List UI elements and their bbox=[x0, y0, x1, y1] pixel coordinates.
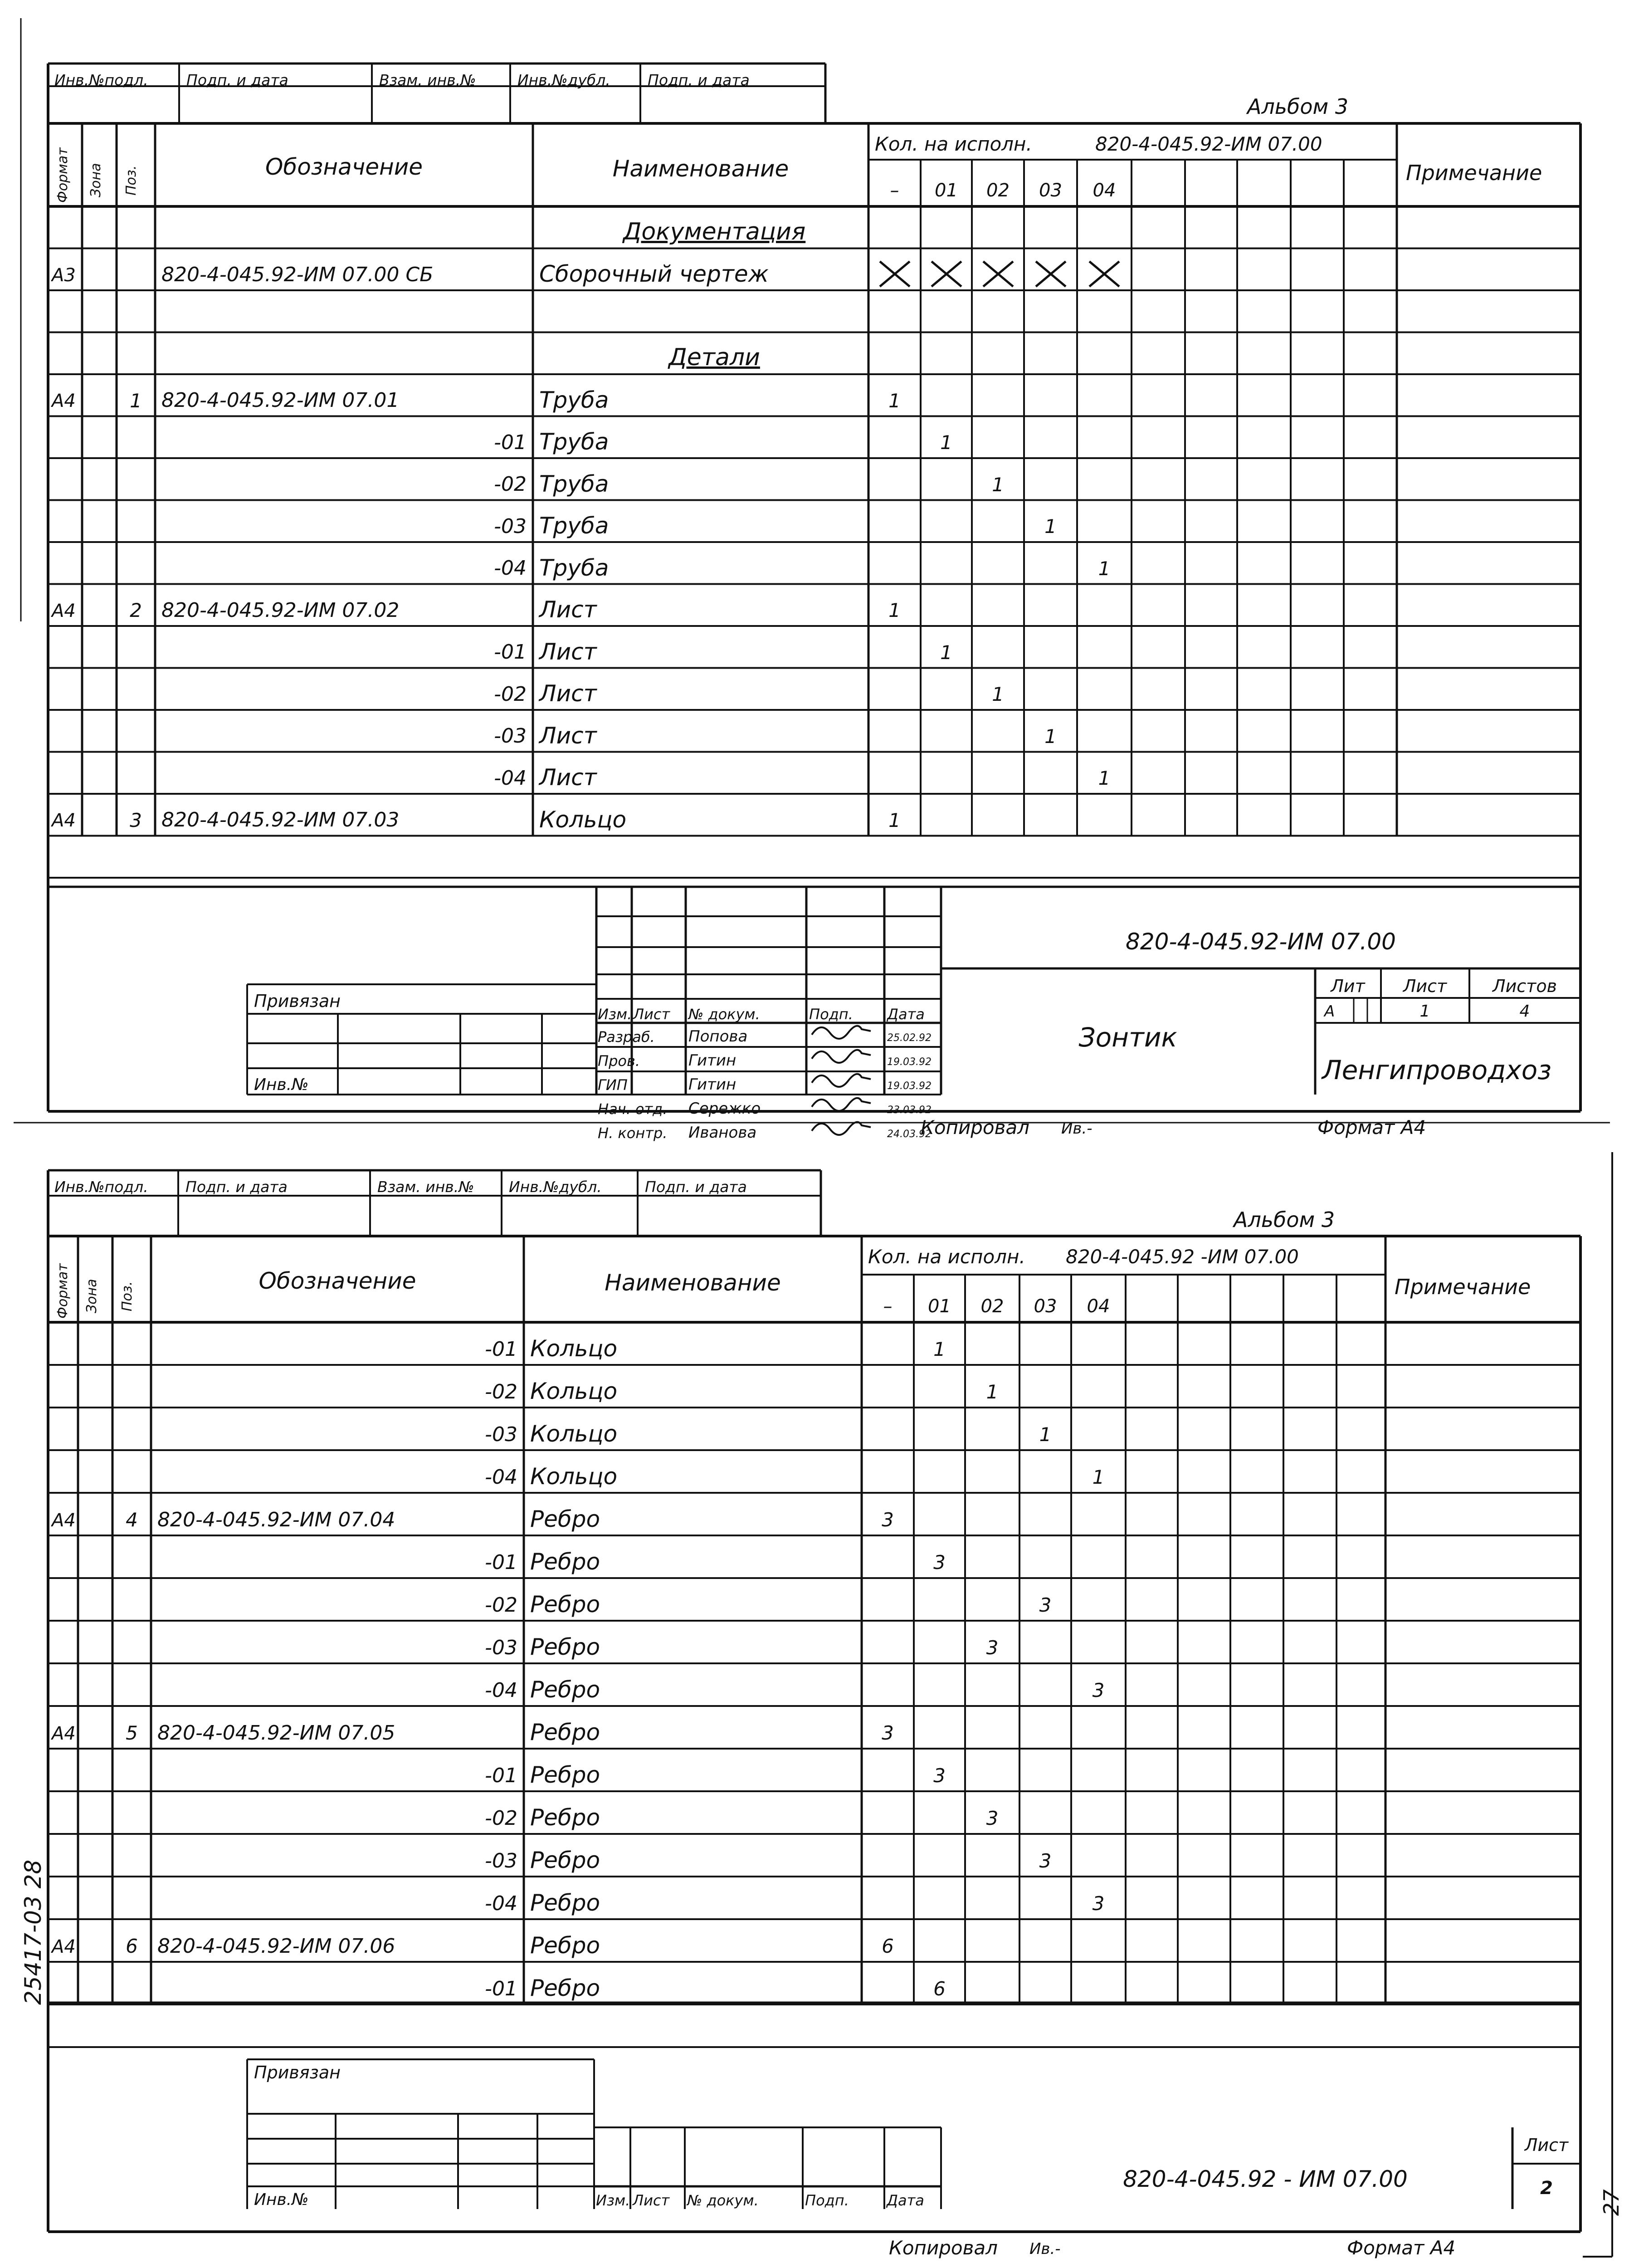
row-name: Лист bbox=[539, 638, 597, 665]
qty-value: 1 bbox=[992, 473, 1004, 496]
tb2-sheet-label: Лист bbox=[1524, 2135, 1569, 2156]
cross-mark bbox=[931, 260, 962, 288]
row-format: А4 bbox=[52, 391, 76, 412]
tb1-doc-number: 820-4-045.92-ИМ 07.00 bbox=[1126, 929, 1396, 955]
row-designation: -03 bbox=[485, 1422, 517, 1446]
row-position: 4 bbox=[126, 1509, 138, 1531]
row-name: Сборочный чертеж bbox=[539, 261, 769, 287]
signature-scribble bbox=[812, 1122, 871, 1135]
inventory-label: Инв.№ bbox=[254, 2190, 309, 2209]
qty-value: 3 bbox=[882, 1509, 894, 1531]
row-name: Ребро bbox=[530, 1677, 600, 1703]
tb1-organization: Ленгипроводхоз bbox=[1322, 1054, 1552, 1085]
header-note: Примечание bbox=[1406, 160, 1542, 185]
tb1-col-head-1: Лист bbox=[633, 1006, 670, 1023]
row-designation: 820-4-045.92-ИМ 07.02 bbox=[161, 598, 400, 622]
qty-value: 3 bbox=[882, 1722, 894, 1745]
tb1-lit-value: А bbox=[1324, 1002, 1335, 1021]
row-designation: 820-4-045.92-ИМ 07.00 СБ bbox=[161, 263, 434, 286]
header-name: Наименование bbox=[612, 155, 789, 182]
row-designation: -03 bbox=[485, 1849, 517, 1872]
stamp-label-3: Инв.№дубл. bbox=[517, 71, 610, 89]
header-designation: Обозначение bbox=[265, 153, 423, 180]
row-name: Лист bbox=[539, 722, 597, 749]
row-designation: -01 bbox=[485, 1550, 517, 1574]
row-designation: -04 bbox=[485, 1892, 517, 1915]
qty-value: 3 bbox=[1092, 1892, 1105, 1915]
stamp-label-2: Взам. инв.№ bbox=[379, 71, 476, 89]
row-designation: -04 bbox=[494, 557, 527, 580]
header-format: Формат bbox=[55, 1263, 71, 1319]
qty-col-head-3: 03 bbox=[1034, 1295, 1057, 1317]
copied-signature: Ив.- bbox=[1029, 2240, 1061, 2258]
tb1-col-head-0: Изм. bbox=[598, 1006, 632, 1023]
tb1-name: Гитин bbox=[688, 1051, 737, 1070]
row-name: Кольцо bbox=[530, 1421, 618, 1447]
tb1-sheets-label: Листов bbox=[1493, 976, 1557, 997]
qty-value: 1 bbox=[888, 389, 901, 412]
stamp-label-0: Инв.№подл. bbox=[54, 71, 148, 89]
qty-value: 1 bbox=[888, 809, 901, 831]
row-name: Ребро bbox=[530, 1804, 600, 1831]
header-zone: Зона bbox=[88, 163, 104, 197]
header-qty: Кол. на исполн. bbox=[875, 133, 1032, 156]
copied-signature: Ив.- bbox=[1061, 1119, 1093, 1138]
qty-value: 3 bbox=[1039, 1850, 1052, 1872]
tb2-doc-number: 820-4-045.92 - ИМ 07.00 bbox=[1123, 2166, 1408, 2192]
header-format: Формат bbox=[55, 147, 71, 203]
stamp-label-1: Подп. и дата bbox=[186, 71, 288, 89]
qty-col-head-1: 01 bbox=[928, 1295, 951, 1317]
qty-value: 3 bbox=[1092, 1679, 1105, 1702]
row-designation: -02 bbox=[485, 1806, 517, 1830]
row-designation: 820-4-045.92-ИМ 07.04 bbox=[157, 1508, 395, 1531]
row-name: Ребро bbox=[530, 1890, 600, 1916]
row-name: Кольцо bbox=[530, 1335, 618, 1362]
row-position: 1 bbox=[130, 389, 142, 412]
qty-value: 3 bbox=[986, 1807, 999, 1830]
copied-label: Копировал bbox=[921, 1116, 1029, 1139]
format-label: Формат А4 bbox=[1317, 1116, 1426, 1139]
qty-value: 1 bbox=[1098, 767, 1111, 790]
qty-col-head-3: 03 bbox=[1039, 180, 1062, 201]
row-designation: 820-4-045.92-ИМ 07.01 bbox=[161, 389, 400, 412]
cross-mark bbox=[982, 260, 1014, 288]
row-name: Ребро bbox=[530, 1591, 600, 1618]
qty-value: 1 bbox=[1098, 557, 1111, 580]
row-name: Кольцо bbox=[539, 806, 627, 833]
tb2-col-head-0: Изм. bbox=[596, 2192, 630, 2209]
tb1-title: Зонтик bbox=[1078, 1022, 1177, 1053]
qty-col-head-0: – bbox=[890, 180, 899, 201]
row-name: Труба bbox=[539, 386, 609, 413]
row-designation: -03 bbox=[494, 514, 527, 538]
qty-col-head-4: 04 bbox=[1093, 180, 1116, 201]
qty-value: 1 bbox=[888, 599, 901, 622]
row-designation: -02 bbox=[485, 1380, 517, 1403]
tb2-col-head-3: Подп. bbox=[805, 2192, 849, 2209]
row-position: 3 bbox=[130, 809, 142, 831]
copied-label: Копировал bbox=[889, 2237, 998, 2259]
row-name: Кольцо bbox=[530, 1463, 618, 1490]
tb1-date: 23.03.92 bbox=[887, 1104, 932, 1116]
tb1-date: 19.03.92 bbox=[887, 1056, 932, 1068]
row-name: Лист bbox=[539, 764, 597, 791]
section-heading: Документация bbox=[623, 218, 806, 245]
row-name: Труба bbox=[539, 554, 609, 581]
row-designation: -01 bbox=[485, 1977, 517, 2000]
row-name: Лист bbox=[539, 596, 597, 623]
row-name: Труба bbox=[539, 429, 609, 455]
tb1-role: ГИП bbox=[598, 1076, 628, 1094]
row-name: Ребро bbox=[530, 1506, 600, 1532]
page-number: 27 bbox=[1599, 2189, 1624, 2216]
qty-col-head-0: – bbox=[883, 1295, 893, 1317]
row-format: А4 bbox=[52, 810, 76, 831]
cross-mark bbox=[1035, 260, 1067, 288]
row-format: А4 bbox=[52, 1723, 76, 1744]
cross-mark bbox=[879, 260, 911, 288]
row-designation: -04 bbox=[494, 766, 527, 790]
qty-col-head-2: 02 bbox=[980, 1295, 1004, 1317]
row-designation: -02 bbox=[485, 1593, 517, 1617]
bound-label: Привязан bbox=[254, 991, 341, 1012]
tb1-name: Иванова bbox=[688, 1124, 757, 1142]
album-label: Альбом 3 bbox=[1234, 1207, 1335, 1232]
signature-scribble bbox=[812, 1074, 871, 1087]
tb2-col-head-2: № докум. bbox=[687, 2192, 759, 2209]
row-designation: 820-4-045.92-ИМ 07.06 bbox=[157, 1934, 395, 1958]
qty-value: 1 bbox=[992, 683, 1004, 706]
row-name: Ребро bbox=[530, 1847, 600, 1873]
stamp-label-2: Взам. инв.№ bbox=[377, 1178, 474, 1196]
header-zone: Зона bbox=[84, 1279, 100, 1313]
row-name: Труба bbox=[539, 513, 609, 539]
tb1-sheet-value: 1 bbox=[1419, 1002, 1430, 1021]
tb1-role: Пров. bbox=[598, 1052, 640, 1070]
section-heading: Детали bbox=[668, 344, 760, 371]
stamp-label-0: Инв.№подл. bbox=[54, 1178, 148, 1196]
row-name: Ребро bbox=[530, 1975, 600, 2001]
qty-value: 1 bbox=[986, 1381, 999, 1403]
tb1-date: 25.02.92 bbox=[887, 1032, 932, 1044]
header-pos: Поз. bbox=[119, 1281, 135, 1311]
row-designation: -04 bbox=[485, 1465, 517, 1489]
row-name: Ребро bbox=[530, 1932, 600, 1959]
row-format: А4 bbox=[52, 1510, 76, 1531]
qty-value: 6 bbox=[882, 1935, 894, 1958]
row-position: 5 bbox=[126, 1722, 138, 1745]
tb1-col-head-4: Дата bbox=[887, 1006, 925, 1023]
row-designation: -01 bbox=[494, 430, 527, 454]
row-name: Труба bbox=[539, 470, 609, 497]
row-name: Ребро bbox=[530, 1549, 600, 1575]
tb1-name: Попова bbox=[688, 1027, 748, 1046]
album-label: Альбом 3 bbox=[1247, 94, 1349, 119]
qty-value: 1 bbox=[1039, 1423, 1052, 1446]
cross-mark bbox=[1088, 260, 1120, 288]
header-note: Примечание bbox=[1395, 1275, 1531, 1300]
format-label: Формат А4 bbox=[1347, 2237, 1456, 2259]
row-designation: 820-4-045.92-ИМ 07.05 bbox=[157, 1721, 395, 1745]
header-qty: Кол. на исполн. bbox=[868, 1246, 1025, 1268]
row-name: Ребро bbox=[530, 1719, 600, 1745]
stamp-label-3: Инв.№дубл. bbox=[509, 1178, 602, 1196]
row-format: А3 bbox=[52, 264, 76, 286]
qty-col-head-1: 01 bbox=[935, 180, 958, 201]
tb1-col-head-3: Подп. bbox=[809, 1006, 853, 1023]
signature-scribble bbox=[812, 1050, 871, 1063]
header-name: Наименование bbox=[605, 1270, 781, 1296]
tb1-date: 19.03.92 bbox=[887, 1080, 932, 1092]
qty-value: 3 bbox=[986, 1637, 999, 1659]
qty-value: 1 bbox=[1044, 515, 1057, 538]
signature-scribble bbox=[812, 1026, 871, 1039]
row-name: Ребро bbox=[530, 1762, 600, 1788]
tb1-lit-label: Лит bbox=[1331, 976, 1365, 997]
tb1-name: Сережко bbox=[688, 1100, 761, 1118]
qty-value: 1 bbox=[1044, 725, 1057, 748]
tb1-name: Гитин bbox=[688, 1075, 737, 1094]
tb1-role: Разраб. bbox=[598, 1028, 655, 1046]
row-designation: -02 bbox=[494, 682, 527, 706]
signature-scribble bbox=[812, 1098, 871, 1111]
tb1-role: Н. контр. bbox=[598, 1124, 668, 1142]
row-format: А4 bbox=[52, 1936, 76, 1957]
header-pos: Поз. bbox=[123, 165, 139, 196]
qty-col-head-2: 02 bbox=[986, 180, 1010, 201]
stamp-label-4: Подп. и дата bbox=[648, 71, 750, 89]
row-designation: -04 bbox=[485, 1678, 517, 1702]
row-name: Лист bbox=[539, 680, 597, 707]
qty-value: 3 bbox=[933, 1551, 946, 1574]
stamp-label-1: Подп. и дата bbox=[185, 1178, 288, 1196]
qty-value: 1 bbox=[940, 431, 952, 454]
qty-value: 6 bbox=[933, 1978, 946, 2000]
qty-value: 3 bbox=[1039, 1594, 1052, 1617]
row-name: Кольцо bbox=[530, 1378, 618, 1404]
row-designation: -03 bbox=[494, 724, 527, 748]
row-designation: -01 bbox=[485, 1337, 517, 1361]
row-position: 2 bbox=[130, 599, 142, 622]
qty-value: 1 bbox=[1092, 1466, 1105, 1489]
qty-value: 1 bbox=[933, 1338, 946, 1361]
bound-label: Привязан bbox=[254, 2063, 341, 2083]
tb1-sheet-label: Лист bbox=[1403, 976, 1447, 997]
tb1-sheets-value: 4 bbox=[1519, 1002, 1530, 1021]
row-designation: -03 bbox=[485, 1636, 517, 1659]
row-designation: 820-4-045.92-ИМ 07.03 bbox=[161, 808, 400, 832]
row-designation: -02 bbox=[494, 473, 527, 496]
archive-number: 25417-03 28 bbox=[20, 1859, 46, 2005]
row-format: А4 bbox=[52, 600, 76, 621]
tb1-role: Нач. отд. bbox=[598, 1100, 668, 1118]
stamp-label-4: Подп. и дата bbox=[645, 1178, 747, 1196]
row-designation: -01 bbox=[494, 640, 527, 664]
qty-col-head-4: 04 bbox=[1087, 1295, 1110, 1317]
tb2-col-head-1: Лист bbox=[633, 2192, 670, 2209]
header-doc-number: 820-4-045.92-ИМ 07.00 bbox=[1095, 133, 1322, 156]
qty-value: 1 bbox=[940, 641, 952, 664]
row-position: 6 bbox=[126, 1935, 138, 1958]
tb1-date: 24.03.92 bbox=[887, 1128, 932, 1140]
row-name: Ребро bbox=[530, 1634, 600, 1660]
tb1-col-head-2: № докум. bbox=[688, 1006, 760, 1023]
row-designation: -01 bbox=[485, 1764, 517, 1787]
tb2-sheet-value: 2 bbox=[1540, 2177, 1553, 2199]
inventory-label: Инв.№ bbox=[254, 1075, 309, 1094]
tb2-col-head-4: Дата bbox=[887, 2192, 924, 2209]
header-designation: Обозначение bbox=[259, 1268, 416, 1294]
qty-value: 3 bbox=[933, 1765, 946, 1787]
header-doc-number: 820-4-045.92 -ИМ 07.00 bbox=[1066, 1246, 1299, 1268]
